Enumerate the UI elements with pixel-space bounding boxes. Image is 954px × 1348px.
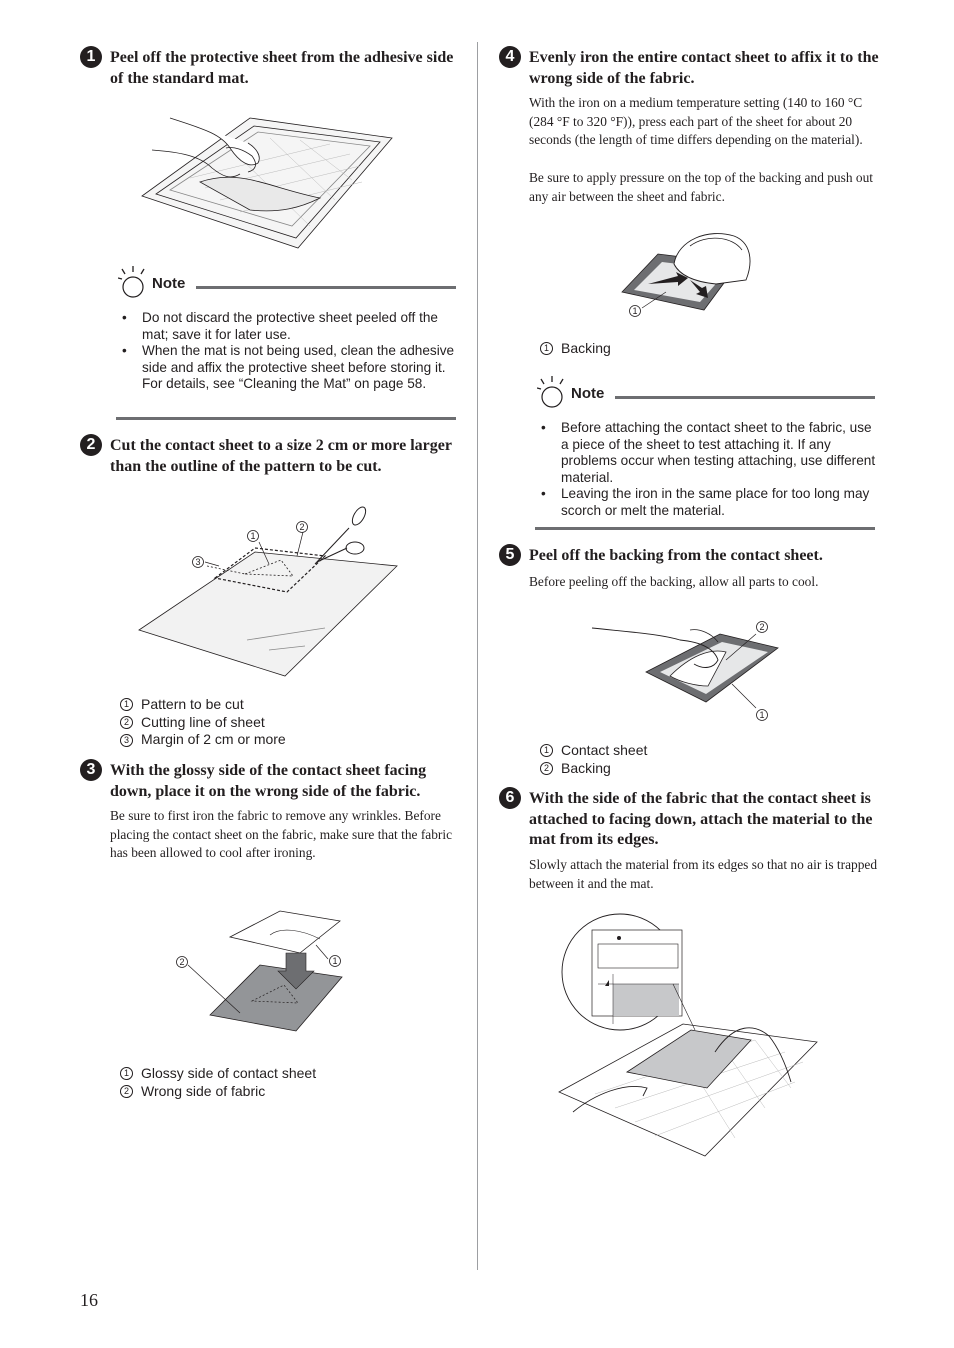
- callout-number: 1: [120, 1067, 133, 1080]
- callout-number: 1: [120, 698, 133, 711]
- figure-legend: [540, 340, 611, 358]
- note-heading: [537, 376, 604, 410]
- callout-number: 1: [540, 744, 553, 757]
- callout-number: 2: [540, 762, 553, 775]
- iron-illustration: [620, 224, 760, 324]
- step-title: With the glossy side of the contact sheet facing down, place it on the wrong side of the fabric.: [110, 762, 427, 800]
- lightbulb-icon: [118, 266, 148, 300]
- callout-label: 1: [250, 531, 256, 541]
- step-number: 4: [499, 46, 521, 68]
- step-body: Slowly attach the material from its edges so that no air is trapped between it and the mat.: [529, 857, 878, 891]
- column-divider: [477, 42, 478, 1270]
- step-body: Before peeling off the backing, allow all parts to cool.: [529, 574, 819, 589]
- page-number: 16: [80, 1290, 98, 1310]
- note-rule: [615, 396, 875, 399]
- step-number: 2: [80, 434, 102, 456]
- note-list: [535, 420, 877, 520]
- list-item: • Do not discard the protective sheet peeled off the mat; save it for later use.: [116, 310, 456, 343]
- legend-text: Backing: [561, 340, 611, 356]
- step-title: Cut the contact sheet to a size 2 cm or more larger than the outline of the pattern to be cut.: [110, 437, 452, 475]
- callout-label: 3: [195, 557, 201, 567]
- step-body: Be sure to apply pressure on the top of the backing and push out any air between the sheet and fabric.: [529, 170, 873, 204]
- figure-legend: [120, 1065, 316, 1100]
- step-title: Evenly iron the entire contact sheet to affix it to the wrong side of the fabric.: [529, 49, 879, 87]
- legend-text: Backing: [561, 759, 611, 776]
- peel-backing-illustration: [580, 612, 780, 727]
- callout-number: 2: [120, 1085, 133, 1098]
- step-body: Be sure to first iron the fabric to remove any wrinkles. Before placing the contact sheet on the fabric, make sure that the fabric has been allowed to cool after ironing.: [110, 808, 453, 860]
- list-item: • Leaving the iron in the same place for too long may scorch or melt the material.: [535, 486, 877, 519]
- step-body: With the iron on a medium temperature setting (140 to 160 °C (284 °F to 320 °F)), press each part of the sheet for about 20 seconds (the length of time differs depending on the material).: [529, 95, 863, 147]
- legend-text: Contact sheet: [561, 742, 648, 758]
- legend-text: Pattern to be cut: [141, 696, 244, 712]
- step-number: 3: [80, 759, 102, 781]
- peel-mat-illustration: [130, 108, 410, 253]
- callout-label: 1: [332, 956, 338, 966]
- note-rule: [196, 286, 456, 289]
- note-end-rule: [116, 417, 456, 420]
- step-number: 6: [499, 787, 521, 809]
- place-sheet-illustration: [170, 905, 350, 1035]
- lightbulb-icon: [537, 376, 567, 410]
- callout-label: 2: [299, 522, 305, 532]
- callout-label: 2: [179, 957, 185, 967]
- step-number: 5: [499, 544, 521, 566]
- note-heading: [118, 266, 185, 300]
- callout-number: 1: [540, 342, 553, 355]
- attach-material-illustration: [555, 912, 825, 1162]
- legend-text: Margin of 2 cm or more: [141, 731, 286, 748]
- note-end-rule: [535, 527, 875, 530]
- cut-sheet-illustration: [135, 500, 415, 680]
- step-title: With the side of the fabric that the contact sheet is attached to facing down, attach the material to the mat from its edges.: [529, 790, 873, 848]
- callout-label: 1: [632, 306, 638, 316]
- note-label: Note: [152, 274, 186, 292]
- callout-label: 2: [759, 622, 765, 632]
- callout-number: 3: [120, 734, 133, 747]
- list-item: • When the mat is not being used, clean the adhesive side and affix the protective sheet before storing it. For details, see “Cleaning the Mat” on page 58.: [116, 343, 456, 393]
- step-title: Peel off the backing from the contact sheet.: [529, 547, 823, 564]
- list-item: • Before attaching the contact sheet to the fabric, use a piece of the sheet to test attaching it. If any problems occur when testing attaching, use different material.: [535, 420, 877, 486]
- step-title: Peel off the protective sheet from the adhesive side of the standard mat.: [110, 49, 454, 87]
- legend-text: Glossy side of contact sheet: [141, 1065, 317, 1081]
- note-list: [116, 310, 456, 393]
- callout-number: 2: [120, 716, 133, 729]
- legend-text: Cutting line of sheet: [141, 713, 265, 730]
- figure-legend: [120, 696, 286, 749]
- step-number: 1: [80, 46, 102, 68]
- figure-legend: [540, 742, 647, 777]
- note-label: Note: [571, 384, 605, 402]
- callout-label: 1: [759, 710, 765, 720]
- legend-text: Wrong side of fabric: [141, 1082, 266, 1099]
